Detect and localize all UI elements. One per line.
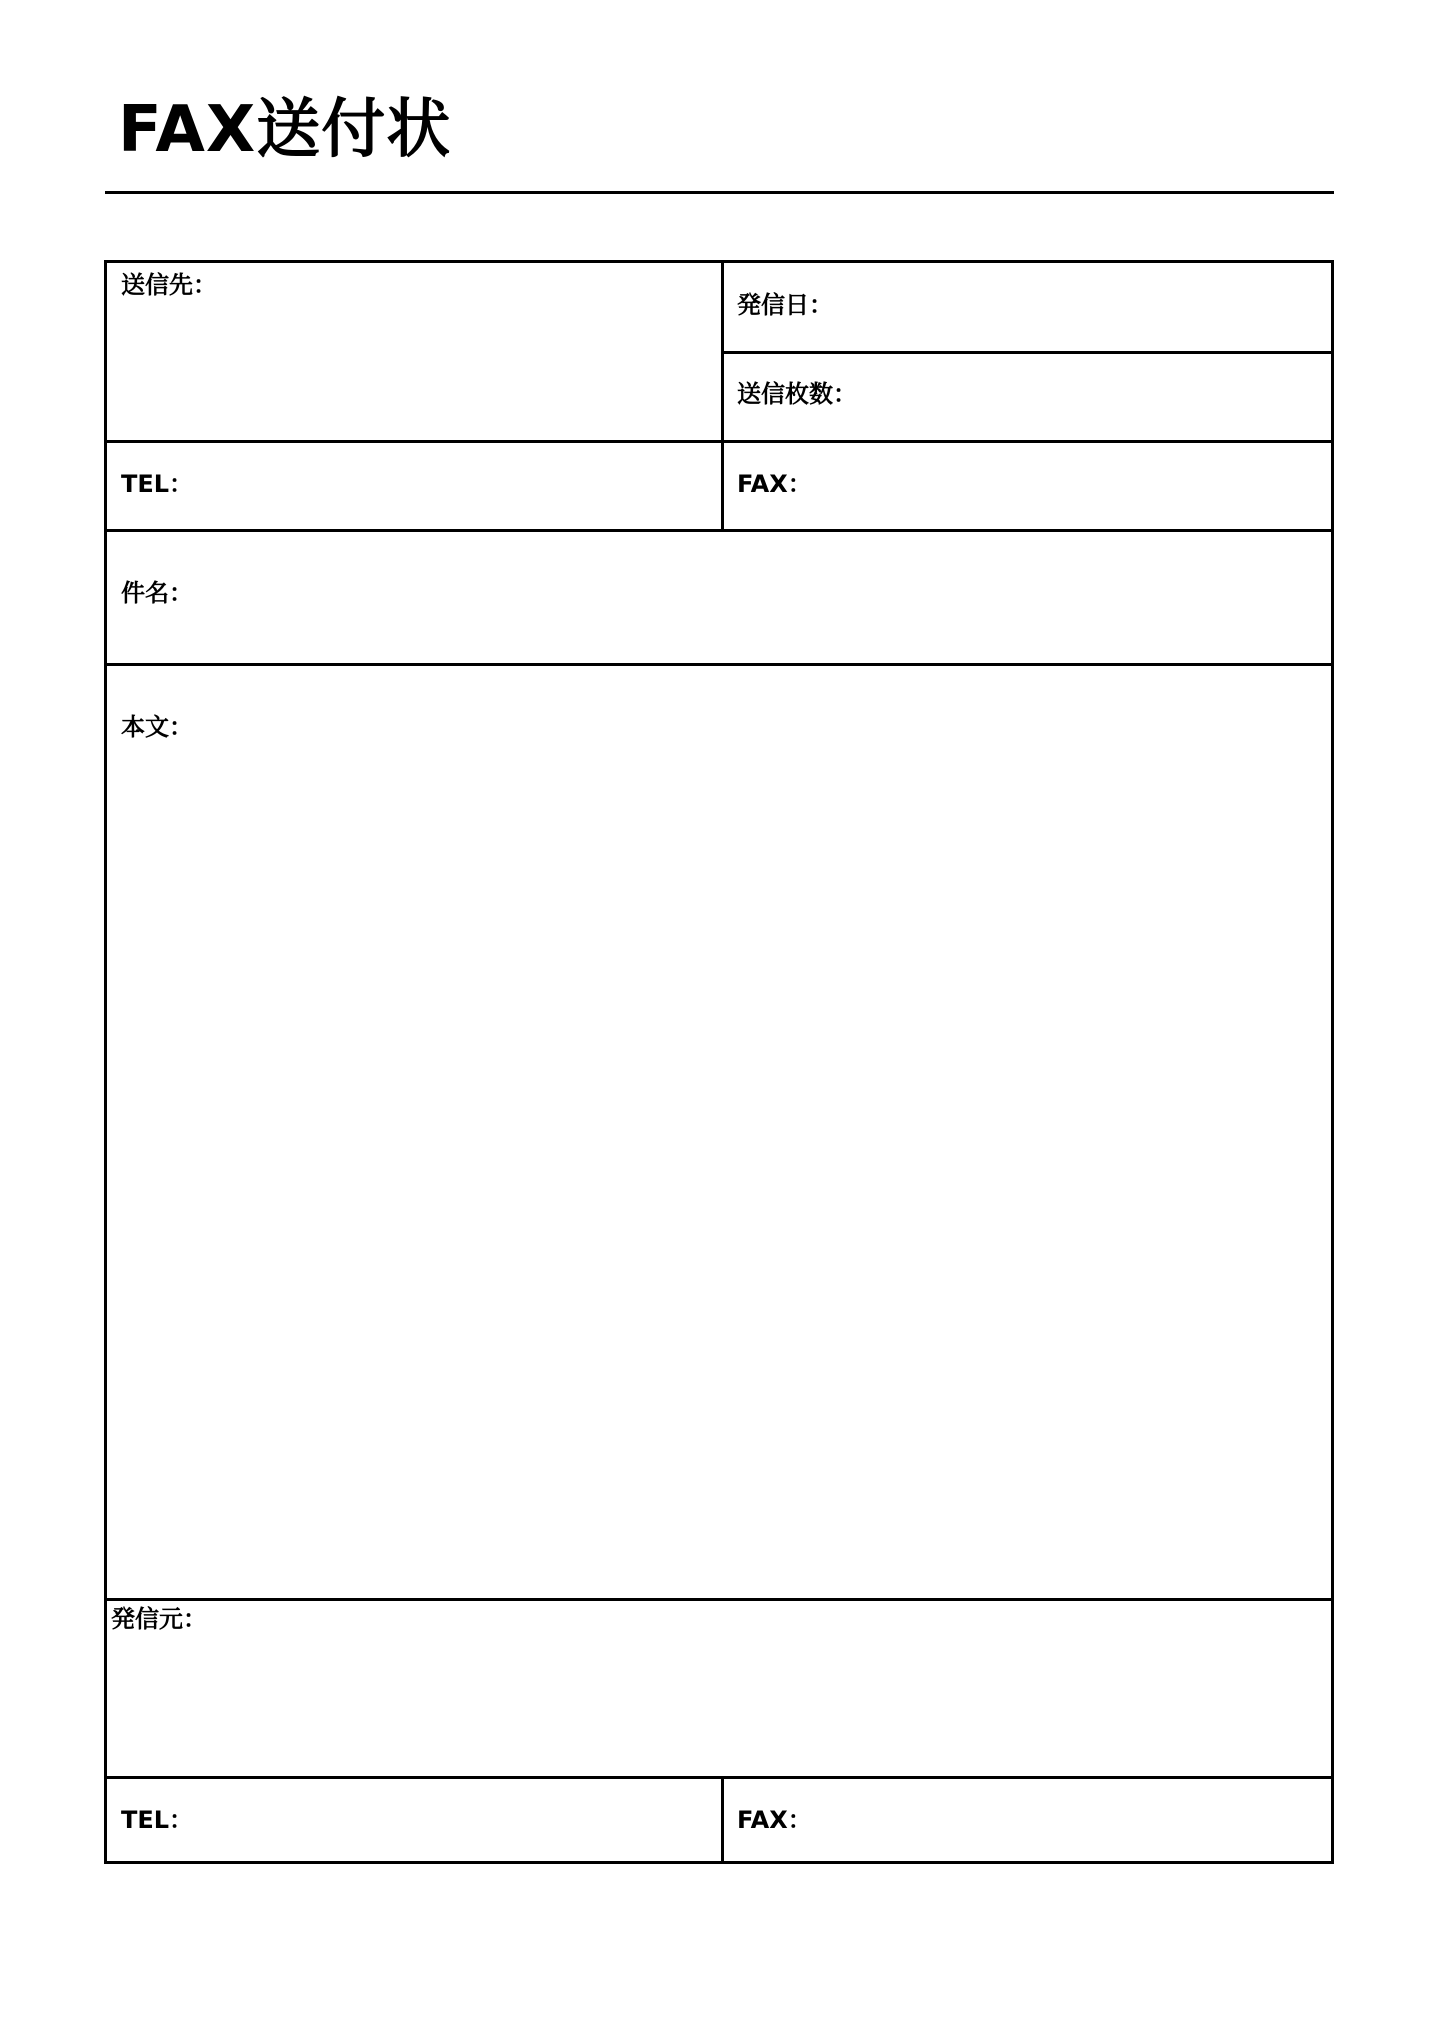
divider-vertical-bottom: [721, 1776, 724, 1864]
recipient-tel-label: TEL：: [121, 470, 194, 498]
page-count-label: 送信枚数：: [737, 380, 857, 408]
sender-label: 発信元：: [111, 1605, 207, 1633]
fax-cover-form: [104, 260, 1334, 1864]
divider-sender-tel: [107, 1776, 1334, 1779]
recipient-label: 送信先：: [121, 271, 217, 299]
send-date-label: 発信日：: [737, 291, 833, 319]
subject-label: 件名：: [121, 579, 193, 607]
sender-tel-label: TEL：: [121, 1806, 194, 1834]
sender-fax-label: FAX：: [737, 1806, 812, 1834]
document-title: FAX送付状: [118, 93, 452, 167]
divider-date-pages: [721, 351, 1334, 354]
divider-vertical-top: [721, 263, 724, 532]
divider-recipient-tel: [107, 440, 1334, 443]
divider-tel-subject: [107, 529, 1334, 532]
divider-body-sender: [107, 1598, 1334, 1601]
divider-subject-body: [107, 663, 1334, 666]
title-underline: [105, 191, 1334, 194]
body-label: 本文：: [121, 713, 193, 741]
recipient-fax-label: FAX：: [737, 470, 812, 498]
